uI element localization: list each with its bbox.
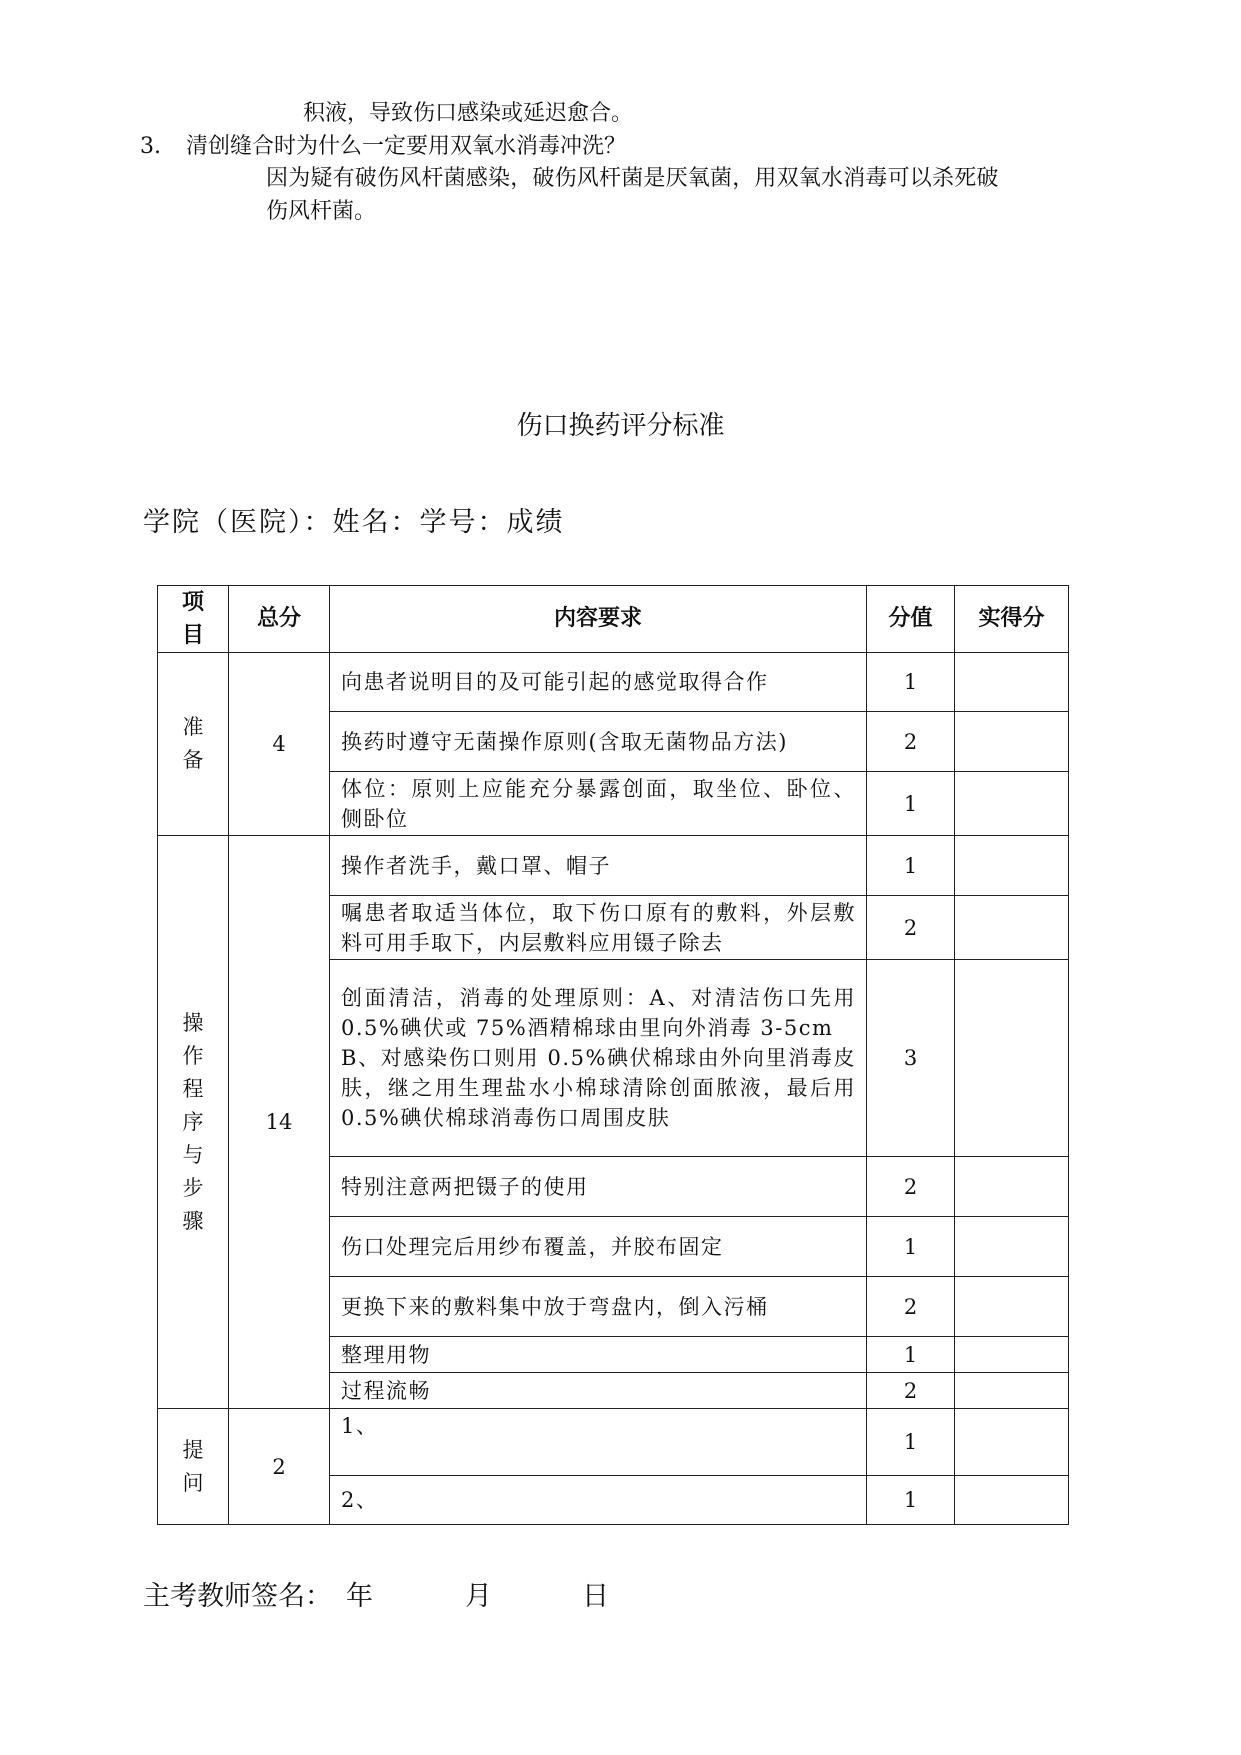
actual-score-cell[interactable] [955, 1476, 1069, 1525]
section-total: 14 [229, 836, 330, 1409]
content-cell: 换药时遵守无菌操作原则(含取无菌物品方法) [330, 712, 867, 772]
points-cell: 1 [867, 836, 955, 896]
actual-score-cell[interactable] [955, 1157, 1069, 1217]
points-cell: 1 [867, 1217, 955, 1277]
points-cell: 2 [867, 712, 955, 772]
actual-score-cell[interactable] [955, 712, 1069, 772]
points-cell: 1 [867, 1476, 955, 1525]
content-cell: 伤口处理完后用纱布覆盖，并胶布固定 [330, 1217, 867, 1277]
header-item: 项 目 [158, 586, 229, 653]
answer-continuation-line: 积液，导致伤口感染或延迟愈合。 [303, 101, 634, 126]
actual-score-cell[interactable] [955, 960, 1069, 1157]
answer-line-2: 伤风杆菌。 [266, 199, 377, 224]
points-cell: 1 [867, 772, 955, 836]
page-title: 伤口换药评分标准 [516, 411, 725, 441]
actual-score-cell[interactable] [955, 1373, 1069, 1409]
content-cell: 1、 [330, 1409, 867, 1476]
section-name-prep: 准 备 [158, 653, 229, 836]
points-cell: 3 [867, 960, 955, 1157]
points-cell: 2 [867, 896, 955, 960]
content-cell: 2、 [330, 1476, 867, 1525]
points-cell: 1 [867, 1409, 955, 1476]
content-cell: 体位：原则上应能充分暴露创面，取坐位、卧位、侧卧位 [330, 772, 867, 836]
section-total: 4 [229, 653, 330, 836]
question-number: 3. [140, 134, 161, 159]
signature-month: 月 [465, 1581, 492, 1612]
actual-score-cell[interactable] [955, 653, 1069, 712]
actual-score-cell[interactable] [955, 1277, 1069, 1337]
actual-score-cell[interactable] [955, 772, 1069, 836]
header-total: 总分 [229, 586, 330, 653]
header-points: 分值 [867, 586, 955, 653]
table-header-row [158, 586, 1069, 653]
content-cell: 整理用物 [330, 1337, 867, 1373]
content-cell: 嘱患者取适当体位，取下伤口原有的敷料，外层敷料可用手取下，内层敷料应用镊子除去 [330, 896, 867, 960]
actual-score-cell[interactable] [955, 1217, 1069, 1277]
answer-line-1: 因为疑有破伤风杆菌感染，破伤风杆菌是厌氧菌，用双氧水消毒可以杀死破 [266, 166, 999, 191]
points-cell: 1 [867, 653, 955, 712]
points-cell: 2 [867, 1373, 955, 1409]
content-cell [330, 960, 867, 1157]
signature-year: 年 [346, 1581, 373, 1612]
table-row [158, 653, 1069, 712]
content-part-a: 创面清洁，消毒的处理原则：A、对清洁伤口先用 0.5%碘伏或 75%酒精棉球由里向外消毒 3-5cm [341, 986, 856, 1040]
points-cell: 2 [867, 1277, 955, 1337]
actual-score-cell[interactable] [955, 896, 1069, 960]
table-row [158, 836, 1069, 896]
section-name-questions: 提 问 [158, 1409, 229, 1525]
question-text: 清创缝合时为什么一定要用双氧水消毒冲洗？ [186, 134, 627, 159]
header-actual-score: 实得分 [955, 586, 1069, 653]
signature-day: 日 [582, 1581, 609, 1612]
student-info-line: 学院（医院）：姓名：学号：成绩 [143, 507, 565, 538]
section-name-procedure: 操 作 程 序 与 步 骤 [158, 836, 229, 1409]
examiner-signature-label: 主考教师签名： [143, 1581, 332, 1612]
actual-score-cell[interactable] [955, 836, 1069, 896]
content-cell: 向患者说明目的及可能引起的感觉取得合作 [330, 653, 867, 712]
section-total: 2 [229, 1409, 330, 1525]
points-cell: 1 [867, 1337, 955, 1373]
content-cell: 更换下来的敷料集中放于弯盘内，倒入污桶 [330, 1277, 867, 1337]
content-cell: 特别注意两把镊子的使用 [330, 1157, 867, 1217]
points-cell: 2 [867, 1157, 955, 1217]
header-content: 内容要求 [330, 586, 867, 653]
scoring-table [157, 585, 1069, 1525]
actual-score-cell[interactable] [955, 1337, 1069, 1373]
content-part-b: B、对感染伤口则用 0.5%碘伏棉球由外向里消毒皮肤，继之用生理盐水小棉球清除创面脓液，最后用 0.5%碘伏棉球消毒伤口周围皮肤 [341, 1046, 856, 1130]
table-row [158, 1409, 1069, 1476]
content-cell: 过程流畅 [330, 1373, 867, 1409]
actual-score-cell[interactable] [955, 1409, 1069, 1476]
content-cell: 操作者洗手，戴口罩、帽子 [330, 836, 867, 896]
